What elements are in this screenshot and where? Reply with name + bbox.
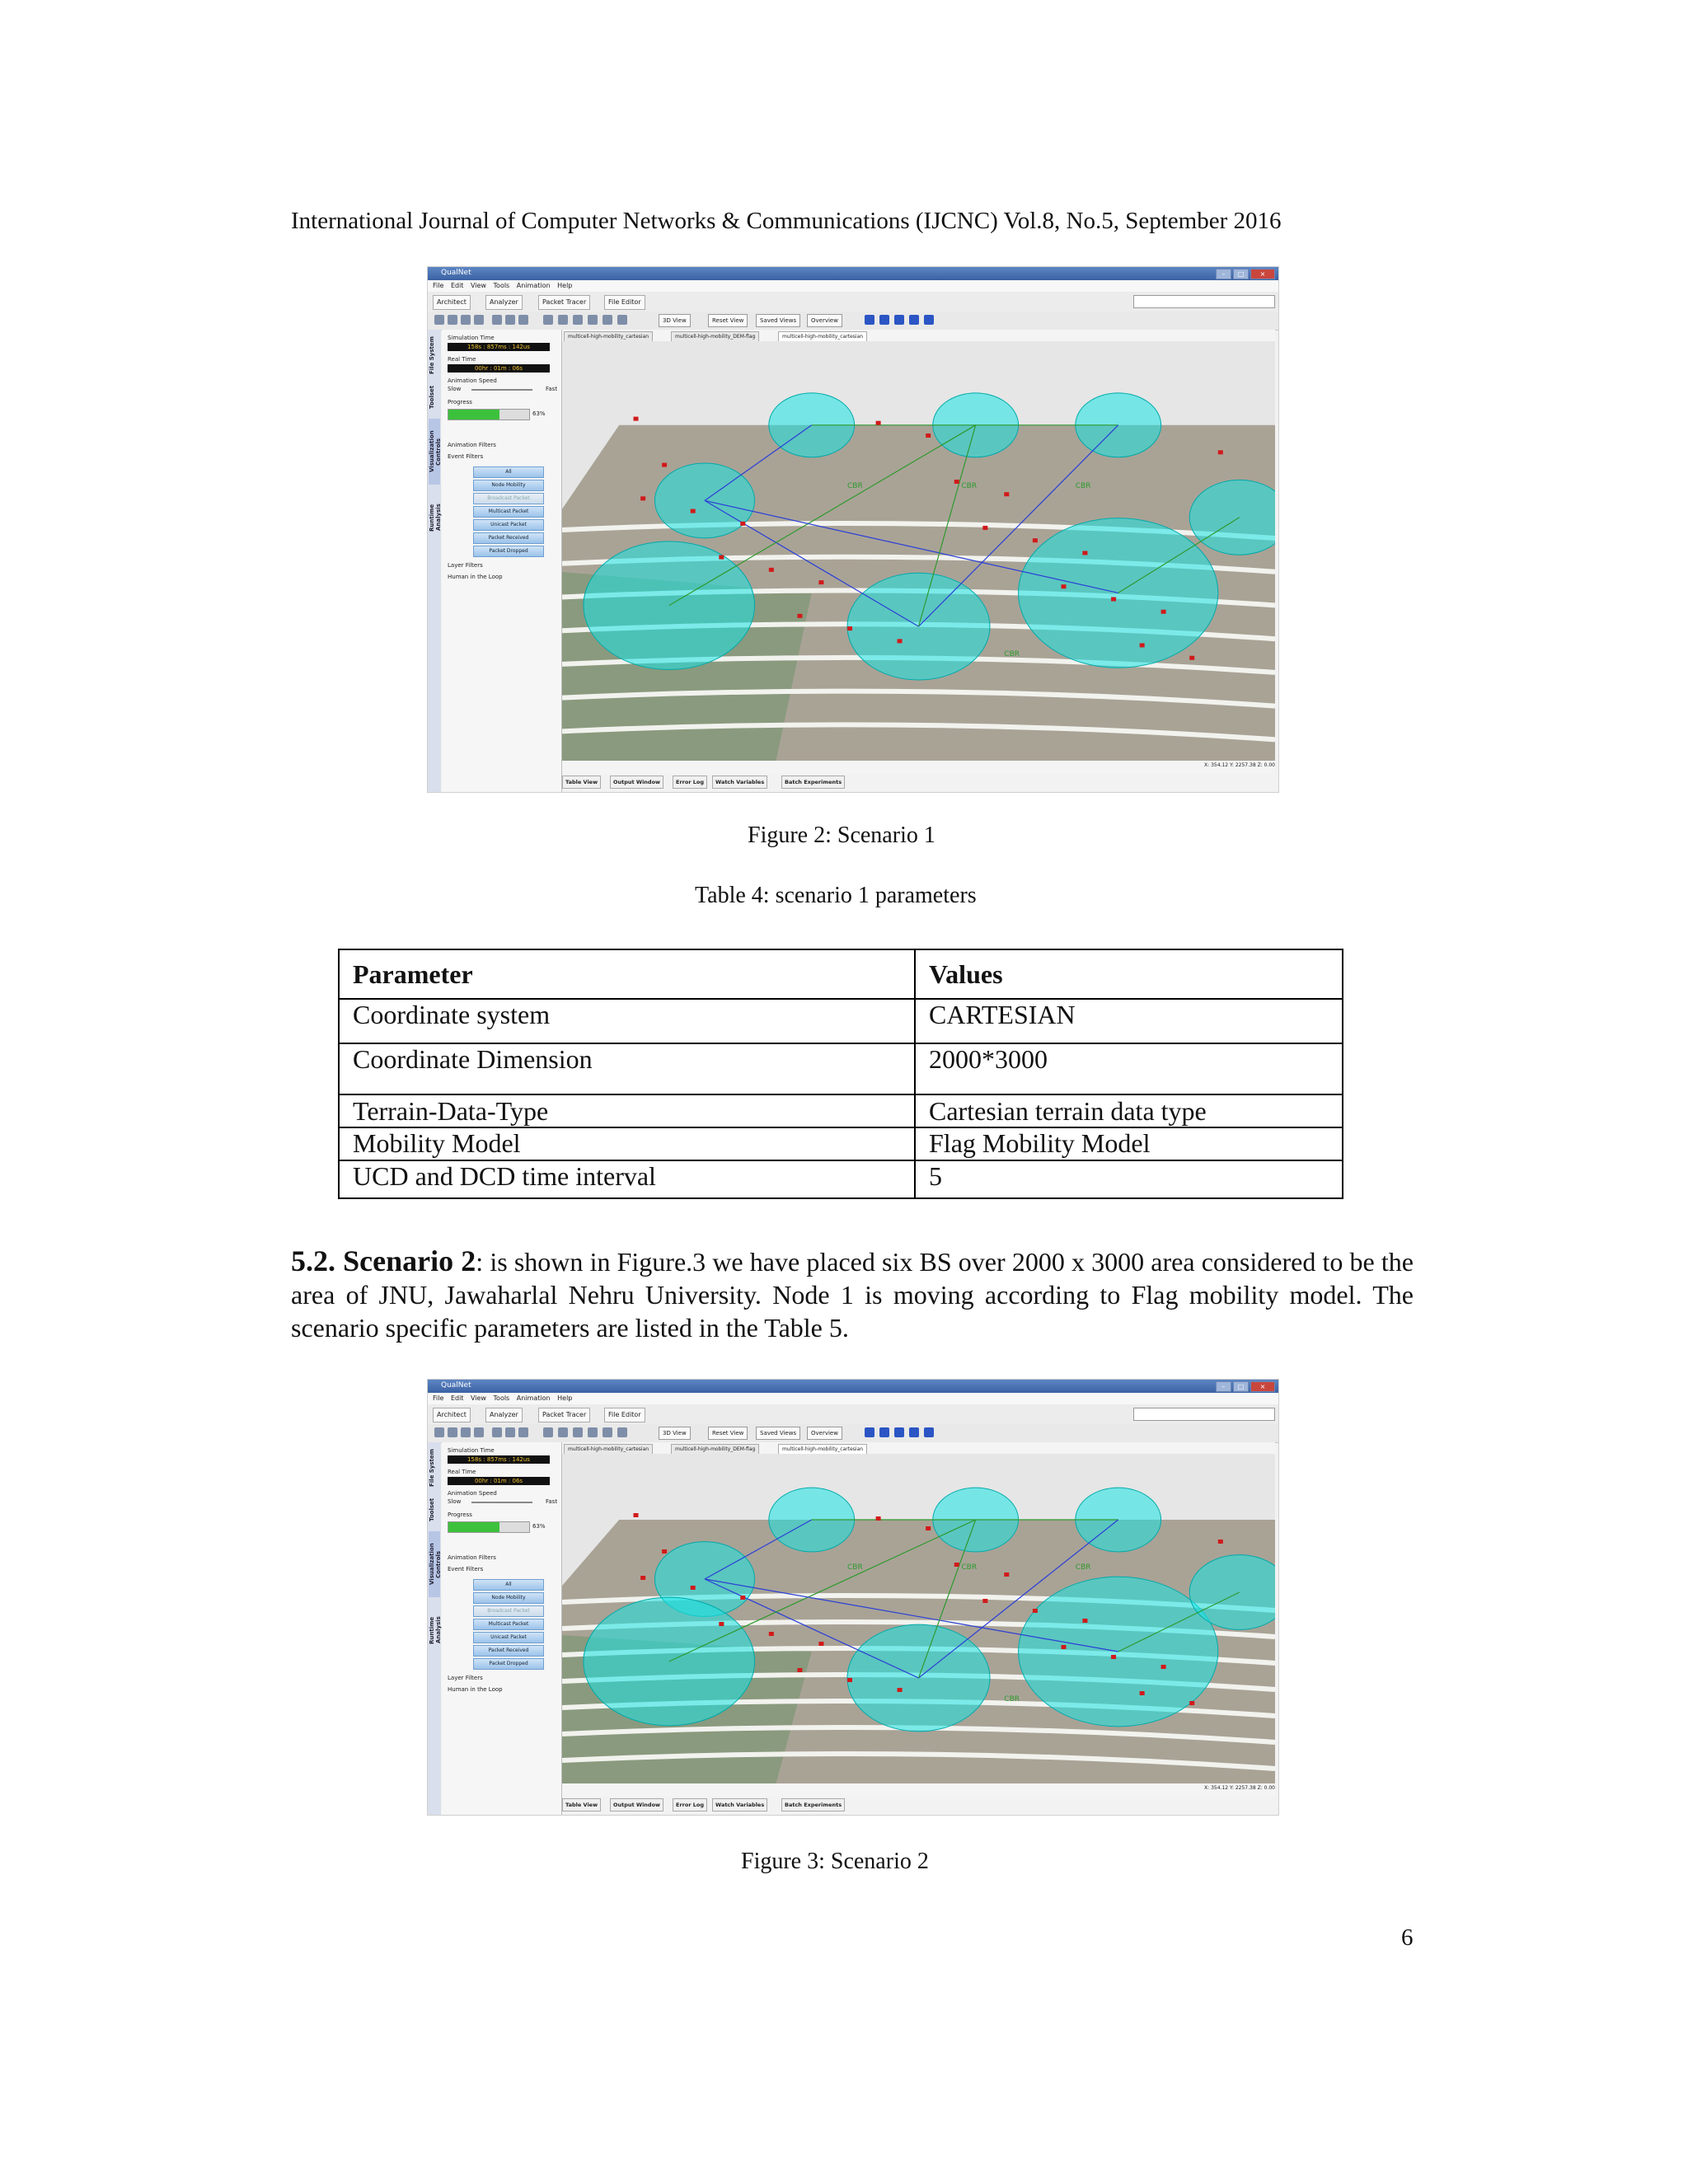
table-row	[339, 999, 1343, 1043]
y-label: Y:	[1230, 1785, 1234, 1791]
menu-help[interactable]: Help	[557, 282, 573, 289]
analyzer-button[interactable]: Analyzer	[485, 1408, 523, 1422]
real-time-value: 00hr : 01m : 06s	[448, 1477, 550, 1485]
menu-help[interactable]: Help	[557, 1394, 573, 1402]
sim-time-label: Simulation Time	[448, 1447, 495, 1454]
architect-button[interactable]: Architect	[433, 1408, 471, 1422]
filter-node-mobility-button[interactable]: Node Mobility	[473, 1592, 544, 1604]
filter-unicast-button[interactable]: Unicast Packet	[473, 1632, 544, 1643]
filter-multicast-button[interactable]: Multicast Packet	[473, 1619, 544, 1630]
tab-output-window[interactable]: Output Window	[610, 776, 663, 789]
minimize-icon[interactable]: –	[1216, 269, 1231, 279]
menu-animation[interactable]: Animation	[516, 1394, 551, 1402]
progress-text: 63%	[532, 410, 546, 417]
save-icon[interactable]	[461, 1427, 471, 1437]
section-body: : is shown in Figure.3 we have placed six BS over 2000 x 3000 area considered to be the area of JNU, Jawaharlal Nehru University. Node 1 is moving according to Flag mobility model. The scenario specific parameters are listed in the Table 5.	[291, 1247, 1414, 1343]
coordinate-readout	[1204, 762, 1275, 774]
table-header-values: Values	[915, 949, 1343, 999]
node-marker	[769, 568, 774, 572]
bottom-tabs	[562, 776, 1275, 789]
node-marker	[954, 480, 959, 484]
menu-bar	[428, 1393, 1278, 1404]
x-label: X:	[1204, 1785, 1210, 1791]
maximize-icon[interactable]: □	[1233, 1381, 1249, 1392]
node-marker	[954, 1563, 959, 1567]
new-icon[interactable]	[434, 1427, 444, 1437]
saved-views-dropdown[interactable]: Saved Views	[756, 1427, 800, 1440]
tab-file-3[interactable]: multicell-high-mobility_cartesian	[778, 1444, 867, 1455]
journal-header: International Journal of Computer Networks & Communications (IJCNC) Vol.8, No.5, September 2016	[291, 208, 1282, 234]
side-tab-bar	[428, 330, 441, 792]
node-marker	[719, 1622, 724, 1626]
paste-icon[interactable]	[518, 1427, 528, 1437]
human-in-loop-label: Human in the Loop	[448, 1686, 503, 1693]
cbr-label: CBR	[961, 1563, 978, 1572]
skip-back-icon[interactable]	[865, 1427, 874, 1437]
node-marker	[662, 1549, 667, 1554]
filter-received-button[interactable]: Packet Received	[473, 1645, 544, 1657]
play-icon[interactable]	[909, 1427, 919, 1437]
view-mode-dropdown[interactable]: 3D View	[659, 1427, 691, 1440]
section-5-2-paragraph	[291, 1244, 1414, 1344]
overview-button[interactable]: Overview	[807, 1427, 842, 1440]
filter-dropped-button[interactable]: Packet Dropped	[473, 1658, 544, 1670]
node-marker	[982, 1599, 987, 1603]
speed-fast-label: Fast	[546, 386, 558, 392]
progress-text: 63%	[532, 1523, 546, 1530]
node-marker	[818, 1642, 823, 1646]
speed-fast-label: Fast	[546, 1498, 558, 1505]
tab-file-system[interactable]: File System	[429, 336, 435, 374]
zoom-in-icon[interactable]	[588, 315, 598, 325]
page-number: 6	[1401, 1924, 1414, 1951]
filter-dropped-button[interactable]: Packet Dropped	[473, 546, 544, 557]
speed-slider[interactable]	[471, 389, 532, 391]
file-tabs	[562, 330, 1275, 341]
tab-file-system[interactable]: File System	[429, 1449, 435, 1487]
window-title: QualNet	[441, 269, 471, 277]
node-marker	[847, 626, 852, 630]
node-marker	[1082, 1619, 1087, 1623]
tab-toolset[interactable]: Toolset	[429, 1497, 435, 1522]
tab-watch-variables[interactable]: Watch Variables	[712, 776, 767, 789]
progress-bar	[448, 409, 530, 420]
tab-file-3[interactable]: multicell-high-mobility_cartesian	[778, 331, 867, 343]
scene-3d-view	[562, 341, 1275, 761]
menu-file[interactable]: File	[433, 282, 444, 289]
node-marker	[691, 1586, 696, 1590]
zoom-out-icon[interactable]	[603, 315, 612, 325]
skip-back-icon[interactable]	[865, 315, 874, 325]
analyzer-button[interactable]: Analyzer	[485, 295, 523, 310]
node-marker	[1140, 1691, 1145, 1695]
filter-broadcast-button[interactable]: Broadcast Packet	[473, 493, 544, 504]
speed-label: Animation Speed	[448, 1490, 497, 1497]
figure-3-screenshot	[427, 1379, 1279, 1816]
node-marker	[1218, 1540, 1223, 1544]
toolbar	[428, 312, 1278, 330]
cbr-label: CBR	[1075, 482, 1091, 491]
node-marker	[1004, 1572, 1009, 1577]
tab-table-view[interactable]: Table View	[562, 776, 601, 789]
filter-unicast-button[interactable]: Unicast Packet	[473, 519, 544, 531]
print-icon[interactable]	[474, 315, 484, 325]
tab-runtime-analysis[interactable]: Runtime Analysis	[429, 1616, 442, 1644]
progress-bar	[448, 1521, 530, 1533]
cbr-label: CBR	[1075, 1563, 1091, 1572]
scene-3d-view	[562, 1454, 1275, 1783]
file-tabs	[562, 1442, 1275, 1454]
real-time-label: Real Time	[448, 1469, 476, 1475]
node-marker	[926, 1526, 931, 1530]
layer-filters-label: Layer Filters	[448, 1675, 483, 1681]
node-marker	[640, 496, 645, 500]
z-label: Z:	[1257, 1785, 1263, 1791]
sim-time-label: Simulation Time	[448, 335, 495, 341]
node-marker	[719, 555, 724, 560]
lasso-icon[interactable]	[558, 1427, 568, 1437]
tab-file-2[interactable]: multicell-high-mobility_DEM-flag	[671, 331, 759, 343]
select-icon[interactable]	[543, 1427, 553, 1437]
x-value: 354.12	[1211, 1785, 1229, 1791]
node-marker	[1033, 538, 1038, 542]
speed-slow-label: Slow	[448, 1498, 462, 1505]
table-row	[339, 1043, 1343, 1094]
parameters-table	[338, 949, 1343, 1199]
architect-button[interactable]: Architect	[433, 295, 471, 310]
table-cell: 2000*3000	[915, 1043, 1343, 1094]
pause-icon[interactable]	[894, 315, 904, 325]
file-editor-button[interactable]: File Editor	[604, 1408, 645, 1422]
tab-file-1[interactable]: multicell-high-mobility_cartesian	[564, 331, 653, 343]
y-label: Y:	[1230, 762, 1234, 768]
table-cell: Coordinate system	[339, 999, 915, 1043]
zoom-out-icon[interactable]	[603, 1427, 612, 1437]
overview-button[interactable]: Overview	[807, 314, 842, 327]
node-marker	[769, 1632, 774, 1636]
packet-tracer-button[interactable]: Packet Tracer	[538, 1408, 590, 1422]
node-marker	[1161, 1665, 1166, 1669]
table-header-row	[339, 949, 1343, 999]
z-label: Z:	[1257, 762, 1263, 768]
animation-filters-label: Animation Filters	[448, 1554, 496, 1561]
cut-icon[interactable]	[492, 315, 502, 325]
filter-node-mobility-button[interactable]: Node Mobility	[473, 480, 544, 491]
z-value: 0.00	[1264, 762, 1275, 768]
node-marker	[797, 614, 802, 618]
toolbar	[428, 1424, 1278, 1443]
tab-output-window[interactable]: Output Window	[610, 1798, 663, 1811]
figure-2-caption: Figure 2: Scenario 1	[748, 823, 935, 848]
open-icon[interactable]	[448, 315, 457, 325]
figure-3-caption: Figure 3: Scenario 2	[741, 1849, 929, 1874]
tab-toolset[interactable]: Toolset	[429, 385, 435, 410]
pause-icon[interactable]	[894, 1427, 904, 1437]
y-value: 2257.38	[1235, 1785, 1256, 1791]
node-marker	[876, 1516, 881, 1521]
table-cell: Terrain-Data-Type	[339, 1094, 915, 1127]
search-input[interactable]	[1133, 1408, 1275, 1421]
copy-icon[interactable]	[505, 315, 515, 325]
skip-forward-icon[interactable]	[924, 315, 934, 325]
node-marker	[1140, 643, 1145, 647]
cbr-label: CBR	[1004, 1695, 1020, 1704]
filter-multicast-button[interactable]: Multicast Packet	[473, 506, 544, 518]
filter-received-button[interactable]: Packet Received	[473, 532, 544, 544]
maximize-icon[interactable]: □	[1233, 269, 1249, 279]
tab-runtime-analysis[interactable]: Runtime Analysis	[429, 504, 442, 532]
menu-tools[interactable]: Tools	[493, 282, 510, 289]
node-marker	[662, 463, 667, 467]
filter-all-button[interactable]: All	[473, 466, 544, 478]
packet-tracer-button[interactable]: Packet Tracer	[538, 295, 590, 310]
close-icon[interactable]: ×	[1250, 1381, 1275, 1392]
rotate-icon[interactable]	[617, 315, 627, 325]
sim-time-value: 158s : 857ms : 142us	[448, 1455, 550, 1464]
table-row	[339, 1127, 1343, 1160]
skip-forward-icon[interactable]	[924, 1427, 934, 1437]
x-value: 354.12	[1211, 762, 1229, 768]
cbr-label: CBR	[1004, 649, 1020, 658]
visualization-panel	[442, 330, 562, 792]
table-cell: Flag Mobility Model	[915, 1127, 1343, 1160]
pan-icon[interactable]	[573, 1427, 583, 1437]
real-time-value: 00hr : 01m : 06s	[448, 364, 550, 373]
node-marker	[740, 1596, 745, 1600]
visualization-panel	[442, 1442, 562, 1815]
node-marker	[1218, 450, 1223, 454]
reset-view-button[interactable]: Reset View	[708, 314, 748, 327]
node-marker	[898, 639, 903, 643]
tab-file-1[interactable]: multicell-high-mobility_cartesian	[564, 1444, 653, 1455]
bottom-tabs	[562, 1798, 1275, 1811]
filter-broadcast-button[interactable]: Broadcast Packet	[473, 1605, 544, 1617]
speed-slow-label: Slow	[448, 386, 462, 392]
tab-visualization-controls[interactable]: Visualization Controls	[429, 1531, 440, 1597]
qualnet-window	[428, 1380, 1278, 1815]
y-value: 2257.38	[1235, 762, 1256, 768]
figure-2-screenshot	[427, 266, 1279, 793]
progress-label: Progress	[448, 1511, 472, 1518]
node-marker	[982, 526, 987, 530]
table-cell: 5	[915, 1160, 1343, 1198]
tab-error-log[interactable]: Error Log	[673, 776, 707, 789]
speed-slider[interactable]	[471, 1502, 532, 1503]
signal-dome	[584, 541, 755, 670]
qualnet-window	[428, 267, 1278, 792]
node-marker	[1033, 1609, 1038, 1613]
node-marker	[898, 1688, 903, 1692]
node-marker	[1189, 656, 1194, 660]
node-marker	[634, 417, 639, 421]
reset-view-button[interactable]: Reset View	[708, 1427, 748, 1440]
view-mode-dropdown[interactable]: 3D View	[659, 314, 691, 327]
cbr-label: CBR	[961, 482, 978, 491]
rotate-icon[interactable]	[617, 1427, 627, 1437]
node-marker	[847, 1678, 852, 1682]
node-marker	[1111, 597, 1116, 601]
menu-view[interactable]: View	[470, 1394, 486, 1402]
progress-label: Progress	[448, 399, 472, 405]
cbr-label: CBR	[847, 1563, 863, 1572]
event-filters-label: Event Filters	[448, 1566, 484, 1572]
close-icon[interactable]: ×	[1250, 269, 1275, 279]
sim-time-value: 158s : 857ms : 142us	[448, 343, 550, 351]
minimize-icon[interactable]: –	[1216, 1381, 1231, 1392]
node-marker	[1189, 1701, 1194, 1705]
node-marker	[640, 1576, 645, 1580]
node-marker	[634, 1513, 639, 1517]
side-tab-bar	[428, 1442, 441, 1815]
tab-file-2[interactable]: multicell-high-mobility_DEM-flag	[671, 1444, 759, 1455]
filter-all-button[interactable]: All	[473, 1579, 544, 1591]
real-time-label: Real Time	[448, 356, 476, 363]
mode-bar	[428, 1404, 1278, 1425]
pan-icon[interactable]	[573, 315, 583, 325]
window-title: QualNet	[441, 1381, 471, 1390]
tab-watch-variables[interactable]: Watch Variables	[712, 1798, 767, 1811]
cut-icon[interactable]	[492, 1427, 502, 1437]
node-marker	[691, 509, 696, 513]
select-icon[interactable]	[543, 315, 553, 325]
menu-edit[interactable]: Edit	[450, 282, 464, 289]
node-marker	[797, 1668, 802, 1672]
saved-views-dropdown[interactable]: Saved Views	[756, 314, 800, 327]
node-marker	[1062, 584, 1067, 588]
search-input[interactable]	[1133, 295, 1275, 308]
menu-file[interactable]: File	[433, 1394, 444, 1402]
new-icon[interactable]	[434, 315, 444, 325]
animation-filters-label: Animation Filters	[448, 442, 496, 448]
table-cell: Cartesian terrain data type	[915, 1094, 1343, 1127]
lasso-icon[interactable]	[558, 315, 568, 325]
node-marker	[740, 522, 745, 526]
node-marker	[1161, 610, 1166, 614]
open-icon[interactable]	[448, 1427, 457, 1437]
section-heading: 5.2. Scenario 2	[291, 1244, 476, 1277]
menu-tools[interactable]: Tools	[493, 1394, 510, 1402]
save-icon[interactable]	[461, 315, 471, 325]
table-cell: CARTESIAN	[915, 999, 1343, 1043]
cbr-label: CBR	[847, 482, 863, 491]
coordinate-readout	[1204, 1785, 1275, 1797]
x-label: X:	[1204, 762, 1210, 768]
node-marker	[1004, 492, 1009, 496]
tab-error-log[interactable]: Error Log	[673, 1798, 707, 1811]
layer-filters-label: Layer Filters	[448, 562, 483, 569]
event-filters-label: Event Filters	[448, 453, 484, 460]
tab-table-view[interactable]: Table View	[562, 1798, 601, 1811]
table-cell: Mobility Model	[339, 1127, 915, 1160]
scenario-canvas[interactable]	[562, 330, 1275, 774]
node-marker	[876, 421, 881, 425]
human-in-loop-label: Human in the Loop	[448, 574, 503, 580]
title-bar	[428, 267, 1278, 280]
table-row	[339, 1160, 1343, 1198]
menu-animation[interactable]: Animation	[516, 282, 551, 289]
progress-fill	[448, 1522, 499, 1532]
z-value: 0.00	[1264, 1785, 1275, 1791]
node-marker	[926, 434, 931, 438]
node-marker	[1062, 1645, 1067, 1649]
copy-icon[interactable]	[505, 1427, 515, 1437]
node-marker	[1111, 1655, 1116, 1659]
menu-view[interactable]: View	[470, 282, 486, 289]
tab-visualization-controls[interactable]: Visualization Controls	[429, 419, 440, 485]
play-icon[interactable]	[909, 315, 919, 325]
stop-icon[interactable]	[879, 315, 889, 325]
tab-batch-experiments[interactable]: Batch Experiments	[781, 1798, 845, 1811]
zoom-in-icon[interactable]	[588, 1427, 598, 1437]
print-icon[interactable]	[474, 1427, 484, 1437]
title-bar	[428, 1380, 1278, 1393]
table-cell: UCD and DCD time interval	[339, 1160, 915, 1198]
file-editor-button[interactable]: File Editor	[604, 295, 645, 310]
paste-icon[interactable]	[518, 315, 528, 325]
scenario-canvas[interactable]	[562, 1442, 1275, 1797]
table-cell: Coordinate Dimension	[339, 1043, 915, 1094]
tab-batch-experiments[interactable]: Batch Experiments	[781, 776, 845, 789]
menu-edit[interactable]: Edit	[450, 1394, 464, 1402]
table-row	[339, 1094, 1343, 1127]
menu-bar	[428, 280, 1278, 292]
table-4-caption: Table 4: scenario 1 parameters	[695, 883, 977, 908]
speed-label: Animation Speed	[448, 377, 497, 384]
node-marker	[818, 580, 823, 584]
node-marker	[1082, 551, 1087, 555]
mode-bar	[428, 292, 1278, 312]
stop-icon[interactable]	[879, 1427, 889, 1437]
progress-fill	[448, 410, 499, 419]
table-header-parameter: Parameter	[339, 949, 915, 999]
